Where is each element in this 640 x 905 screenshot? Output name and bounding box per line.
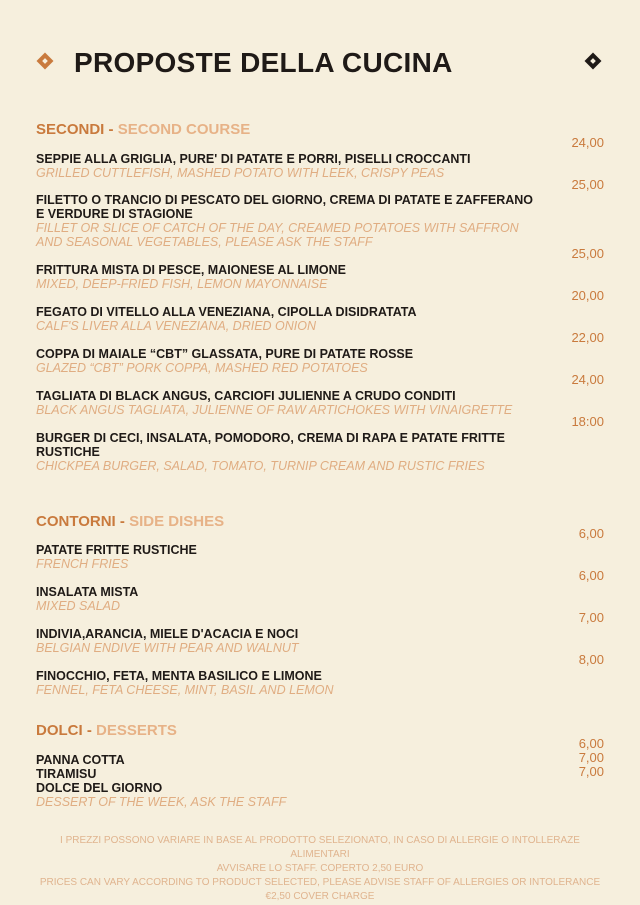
item-name-en: BELGIAN ENDIVE WITH PEAR AND WALNUT — [36, 641, 299, 655]
menu-item — [36, 305, 536, 333]
item-price: 20,00 — [571, 288, 604, 303]
section-title-en: DESSERTS — [96, 722, 177, 739]
section-title-dash: - — [104, 121, 118, 138]
page-title: PROPOSTE DELLA CUCINA — [74, 47, 453, 78]
item-name-en: FENNEL, FETA CHEESE, MINT, BASIL AND LEMON — [36, 683, 334, 697]
item-price: 6,00 — [578, 736, 604, 751]
item-name-en: BLACK ANGUS TAGLIATA, JULIENNE OF RAW ARTICHOKES WITH VINAIGRETTE — [36, 403, 513, 417]
item-name-en: MIXED, DEEP-FRIED FISH, LEMON MAYONNAISE — [36, 277, 328, 291]
item-name-it: FINOCCHIO, FETA, MENTA BASILICO E LIMONE — [36, 669, 322, 683]
item-name-en: GLAZED “CBT” PORK COPPA, MASHED RED POTATOES — [36, 361, 368, 375]
item-name-it: FILETTO O TRANCIO DI PESCATO DEL GIORNO, CREMA DI PATATE E ZAFFERANO E VERDURE DI STAGIONE — [36, 193, 533, 221]
item-name-it: PANNA COTTA — [36, 753, 125, 767]
menu-item — [36, 753, 536, 767]
section-title-dash: - — [82, 722, 97, 739]
page-header — [36, 46, 606, 82]
item-price: 24,00 — [571, 372, 604, 387]
menu-item — [36, 669, 536, 697]
item-price: 22,00 — [571, 330, 604, 345]
section-title-en: SECOND COURSE — [117, 121, 251, 138]
menu-item — [36, 627, 536, 655]
section-title-contorni — [36, 513, 224, 531]
item-name-en: CALF'S LIVER ALLA VENEZIANA, DRIED ONION — [36, 319, 317, 333]
menu-item — [36, 767, 536, 781]
item-name-it: DOLCE DEL GIORNO — [36, 781, 163, 795]
item-name-it: INDIVIA,ARANCIA, MIELE D'ACACIA E NOCI — [36, 627, 299, 641]
item-price: 7,00 — [578, 750, 604, 765]
menu-item — [36, 193, 536, 249]
section-title-secondi — [36, 121, 250, 139]
footer-notice — [30, 834, 610, 904]
section-title-dash: - — [115, 513, 130, 530]
section-title-it: DOLCI — [36, 722, 83, 739]
item-price: 7,00 — [578, 610, 604, 625]
menu-item — [36, 543, 536, 571]
item-price: 18:00 — [571, 414, 604, 429]
item-name-it: BURGER DI CECI, INSALATA, POMODORO, CREMA DI RAPA E PATATE FRITTE RUSTICHE — [36, 431, 505, 459]
menu-item — [36, 347, 536, 375]
menu-item — [36, 152, 536, 180]
item-name-it: TAGLIATA DI BLACK ANGUS, CARCIOFI JULIENNE A CRUDO CONDITI — [36, 389, 456, 403]
item-price: 25,00 — [571, 246, 604, 261]
item-name-it: SEPPIE ALLA GRIGLIA, PURE' DI PATATE E PORRI, PISELLI CROCCANTI — [36, 152, 471, 166]
section-title-it: SECONDI — [36, 121, 105, 138]
footer-line: I PREZZI POSSONO VARIARE IN BASE AL PRODOTTO SELEZIONATO, IN CASO DI ALLERGIE O INTOLLERAZE ALIMENTARI — [60, 835, 580, 860]
item-name-it: PATATE FRITTE RUSTICHE — [36, 543, 197, 557]
menu-item — [36, 781, 536, 809]
footer-line: PRICES CAN VARY ACCORDING TO PRODUCT SELECTED, PLEASE ADVISE STAFF OF ALLERGIES OR INTOLERANCE — [39, 877, 601, 888]
item-name-it: FRITTURA MISTA DI PESCE, MAIONESE AL LIMONE — [36, 263, 346, 277]
item-name-it: TIRAMISU — [36, 767, 97, 781]
section-title-dolci — [36, 722, 177, 740]
item-name-it: INSALATA MISTA — [36, 585, 139, 599]
menu-item — [36, 389, 536, 417]
diamond-icon — [37, 53, 54, 70]
item-name-en: GRILLED CUTTLEFISH, MASHED POTATO WITH LEEK, CRISPY PEAS — [36, 166, 445, 180]
item-name-en: DESSERT OF THE WEEK, ASK THE STAFF — [36, 795, 287, 809]
item-price: 25,00 — [571, 177, 604, 192]
item-name-en: FILLET OR SLICE OF CATCH OF THE DAY, CREAMED POTATOES WITH SAFFRON AND SEASONAL VEGETABLES, PLEASE ASK THE STAFF — [36, 221, 519, 249]
item-name-en: CHICKPEA BURGER, SALAD, TOMATO, TURNIP CREAM AND RUSTIC FRIES — [36, 459, 485, 473]
menu-item — [36, 263, 536, 291]
footer-line: €2,50 COVER CHARGE — [265, 891, 375, 902]
item-name-en: MIXED SALAD — [36, 599, 121, 613]
section-title-it: CONTORNI — [36, 513, 116, 530]
item-price: 24,00 — [571, 135, 604, 150]
item-price: 6,00 — [578, 526, 604, 541]
section-title-en: SIDE DISHES — [129, 513, 225, 530]
menu-item — [36, 431, 506, 473]
item-price: 7,00 — [578, 764, 604, 779]
diamond-icon — [585, 53, 602, 70]
footer-line: AVVISARE LO STAFF. COPERTO 2,50 EURO — [216, 863, 424, 874]
item-name-en: FRENCH FRIES — [36, 557, 129, 571]
menu-item — [36, 585, 536, 613]
item-name-it: FEGATO DI VITELLO ALLA VENEZIANA, CIPOLLA DISIDRATATA — [36, 305, 417, 319]
item-price: 6,00 — [578, 568, 604, 583]
item-price: 8,00 — [578, 652, 604, 667]
item-name-it: COPPA DI MAIALE “CBT” GLASSATA, PURE DI PATATE ROSSE — [36, 347, 414, 361]
